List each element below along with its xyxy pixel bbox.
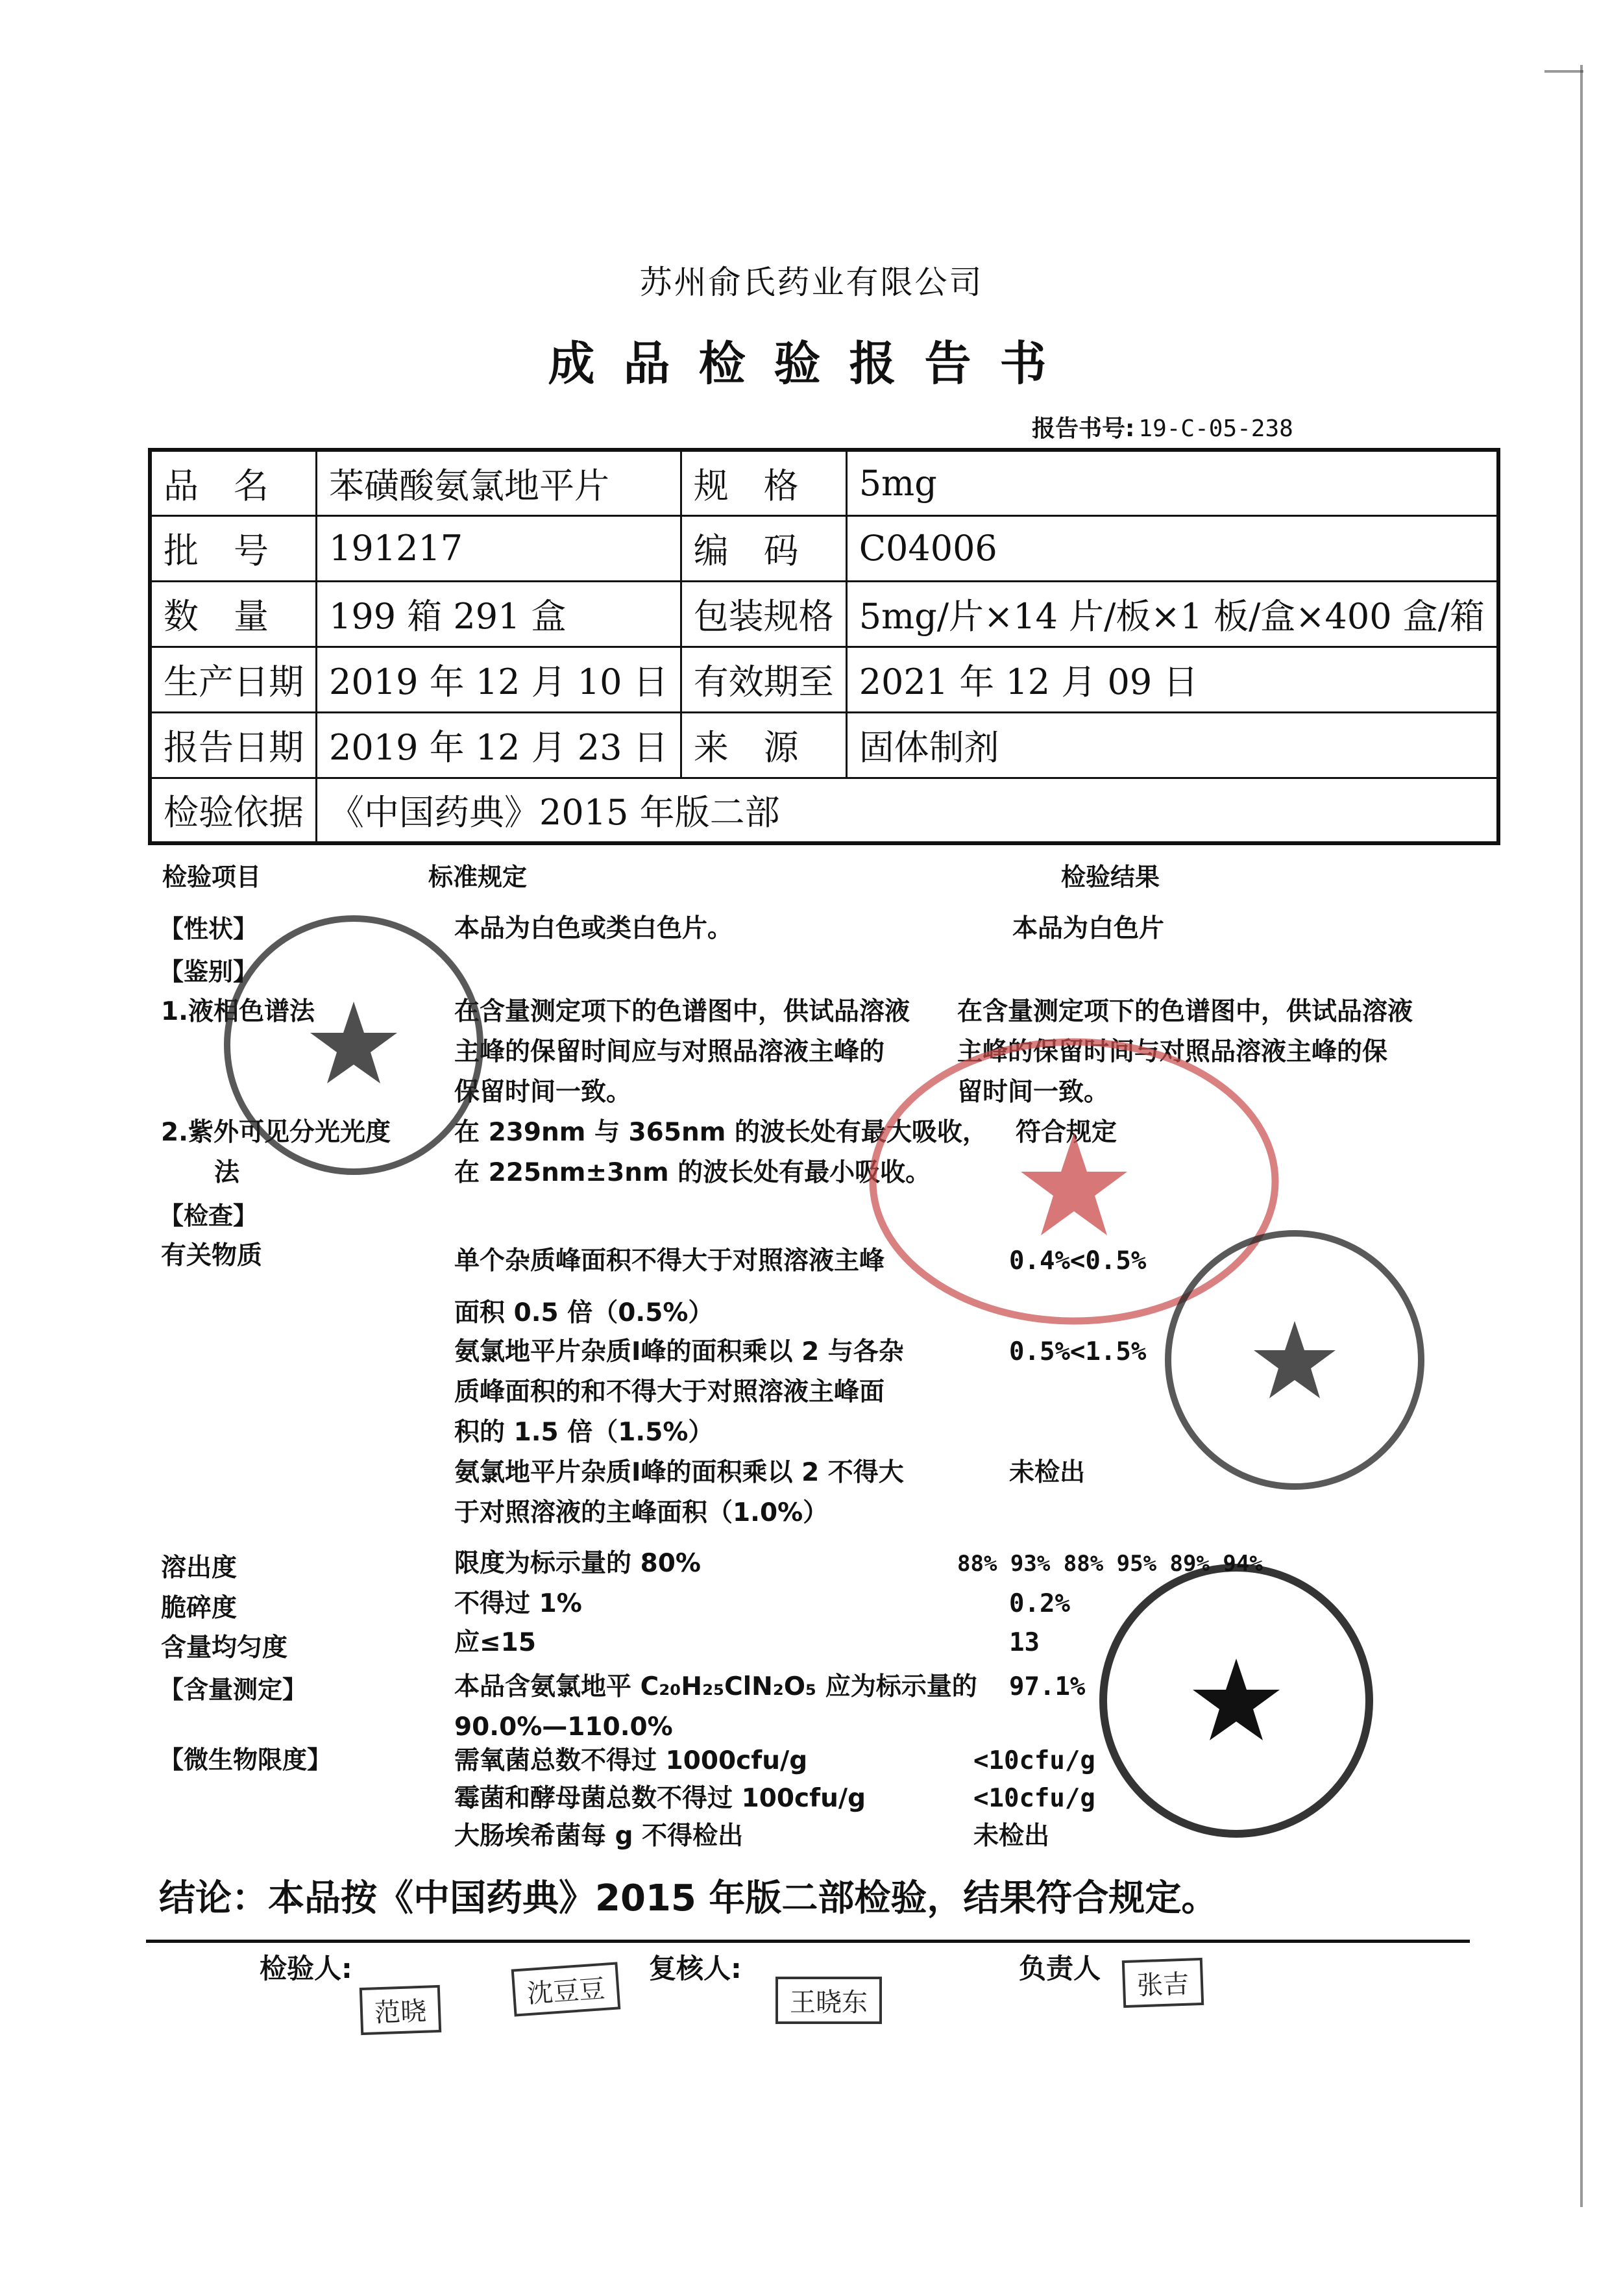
uv-standard-line-1: 在 239nm 与 365nm 的波长处有最大吸收，: [454, 1118, 988, 1147]
hplc-item: 1.液相色谱法: [161, 997, 315, 1026]
dissolution-item: 溶出度: [161, 1553, 238, 1583]
divider-line: [146, 1940, 1470, 1943]
label-expiry: 有效期至: [681, 647, 846, 712]
inspector-name-stamp-1: 范晓: [360, 1985, 441, 2035]
right-seal-stamp: [1155, 1220, 1434, 1500]
related-res2: 0.5%<1.5%: [1009, 1337, 1147, 1366]
reviewer-name-stamp: 王晓东: [775, 1977, 882, 2024]
value-product-name: 苯磺酸氨氯地平片: [317, 450, 681, 515]
value-packaging: 5mg/片×14 片/板×1 板/盒×400 盒/箱: [846, 581, 1498, 647]
label-quantity: 数 量: [150, 581, 317, 647]
label-source: 来 源: [681, 712, 846, 778]
scan-edge-mark: [1544, 70, 1583, 73]
label-batch: 批 号: [150, 515, 317, 581]
section-assay: 【含量测定】: [159, 1675, 308, 1704]
uv-item-line-2: 法: [214, 1158, 240, 1187]
responsible-label: 负责人: [1019, 1953, 1101, 1984]
uniformity-item: 含量均匀度: [161, 1633, 288, 1662]
hplc-standard-line-2: 主峰的保留时间应与对照品溶液主峰的: [454, 1037, 885, 1067]
product-info-table: [148, 448, 1500, 845]
reviewer-label: 复核人:: [649, 1953, 742, 1984]
micro-result-2: <10cfu/g: [973, 1784, 1095, 1813]
micro-standard-2: 霉菌和酵母菌总数不得过 100cfu/g: [454, 1784, 866, 1813]
friability-standard: 不得过 1%: [454, 1589, 582, 1618]
label-production-date: 生产日期: [150, 647, 317, 712]
section-identification: 【鉴别】: [159, 957, 258, 986]
conclusion: 结论：本品按《中国药典》2015 年版二部检验，结果符合规定。: [159, 1877, 1218, 1920]
report-number-value: 19-C-05-238: [1138, 415, 1293, 442]
related-std3-line-1: 氨氯地平片杂质Ⅰ峰的面积乘以 2 不得大: [454, 1458, 904, 1487]
micro-result-3: 未检出: [973, 1821, 1050, 1851]
col-header-item: 检验项目: [162, 863, 262, 891]
report-title: 成品检验报告书: [548, 336, 1075, 391]
label-packaging: 包装规格: [681, 581, 846, 647]
related-std2-line-3: 积的 1.5 倍（1.5%）: [454, 1418, 714, 1447]
responsible-name-stamp: 张吉: [1122, 1958, 1204, 2008]
friability-result: 0.2%: [1009, 1589, 1070, 1618]
uniformity-standard: 应≤15: [454, 1628, 536, 1657]
dissolution-result: 88% 93% 88% 95% 89% 94%: [957, 1551, 1263, 1577]
assay-result: 97.1%: [1009, 1672, 1086, 1701]
related-std1-line-1: 单个杂质峰面积不得大于对照溶液主峰: [454, 1246, 885, 1276]
appearance-result: 本品为白色片: [1012, 914, 1165, 943]
label-product-name: 品 名: [150, 450, 317, 515]
value-production-date: 2019 年 12 月 10 日: [317, 647, 681, 712]
related-std1-line-2: 面积 0.5 倍（0.5%）: [454, 1298, 714, 1327]
section-appearance: 【性状】: [159, 915, 258, 943]
hplc-standard-line-3: 保留时间一致。: [454, 1078, 632, 1107]
related-std3-line-2: 于对照溶液的主峰面积（1.0%）: [454, 1498, 829, 1527]
dissolution-standard: 限度为标示量的 80%: [454, 1549, 701, 1578]
micro-standard-3: 大肠埃希菌每 g 不得检出: [454, 1821, 744, 1851]
value-code: C04006: [846, 515, 1498, 581]
related-res1: 0.4%<0.5%: [1009, 1246, 1147, 1276]
uv-item-line-1: 2.紫外可见分光光度: [161, 1118, 391, 1147]
col-header-result: 检验结果: [1061, 863, 1160, 891]
company-qc-seal-stamp: [1090, 1555, 1382, 1847]
value-source: 固体制剂: [846, 712, 1498, 778]
value-report-date: 2019 年 12 月 23 日: [317, 712, 681, 778]
value-quantity: 199 箱 291 盒: [317, 581, 681, 647]
table-row: [150, 712, 1498, 778]
hplc-result-line-1: 在含量测定项下的色谱图中，供试品溶液: [957, 997, 1413, 1026]
friability-item: 脆碎度: [161, 1594, 238, 1623]
appearance-standard: 本品为白色或类白色片。: [454, 914, 733, 943]
section-check: 【检查】: [159, 1202, 258, 1230]
related-substances-item: 有关物质: [161, 1241, 263, 1270]
report-number: [1032, 410, 1293, 443]
table-row: [150, 647, 1498, 712]
assay-standard-line-2: 90.0%—110.0%: [454, 1712, 673, 1742]
inspector-name-stamp-2: 沈豆豆: [511, 1962, 621, 2016]
inspector-label: 检验人:: [260, 1953, 352, 1984]
value-expiry: 2021 年 12 月 09 日: [846, 647, 1498, 712]
table-row: [150, 515, 1498, 581]
col-header-standard: 标准规定: [428, 863, 528, 891]
hplc-result-line-2: 主峰的保留时间与对照品溶液主峰的保: [957, 1037, 1388, 1067]
table-row: [150, 581, 1498, 647]
uv-result: 符合规定: [1016, 1118, 1117, 1147]
assay-standard-line-1: 本品含氨氯地平 C₂₀H₂₅ClN₂O₅ 应为标示量的: [454, 1672, 977, 1701]
value-spec: 5mg: [846, 450, 1498, 515]
table-row: [150, 450, 1498, 515]
related-res3: 未检出: [1009, 1458, 1086, 1487]
related-std2-line-1: 氨氯地平片杂质Ⅰ峰的面积乘以 2 与各杂: [454, 1337, 904, 1366]
micro-standard-1: 需氧菌总数不得过 1000cfu/g: [454, 1746, 808, 1775]
label-spec: 规 格: [681, 450, 846, 515]
left-seal-stamp: [214, 906, 493, 1185]
uv-standard-line-2: 在 225nm±3nm 的波长处有最小吸收。: [454, 1158, 931, 1187]
hplc-result-line-3: 留时间一致。: [957, 1078, 1110, 1107]
micro-result-1: <10cfu/g: [973, 1746, 1095, 1775]
hplc-standard-line-1: 在含量测定项下的色谱图中，供试品溶液: [454, 997, 910, 1026]
value-basis: 《中国药典》2015 年版二部: [317, 778, 1498, 843]
label-code: 编 码: [681, 515, 846, 581]
value-batch: 191217: [317, 515, 681, 581]
company-name: 苏州俞氏药业有限公司: [639, 264, 984, 301]
uniformity-result: 13: [1009, 1628, 1040, 1657]
related-std2-line-2: 质峰面积的和不得大于对照溶液主峰面: [454, 1377, 885, 1407]
label-basis: 检验依据: [150, 778, 317, 843]
section-microbial: 【微生物限度】: [159, 1746, 332, 1774]
table-row: [150, 778, 1498, 843]
report-number-label: 报告书号:: [1032, 415, 1135, 442]
label-report-date: 报告日期: [150, 712, 317, 778]
